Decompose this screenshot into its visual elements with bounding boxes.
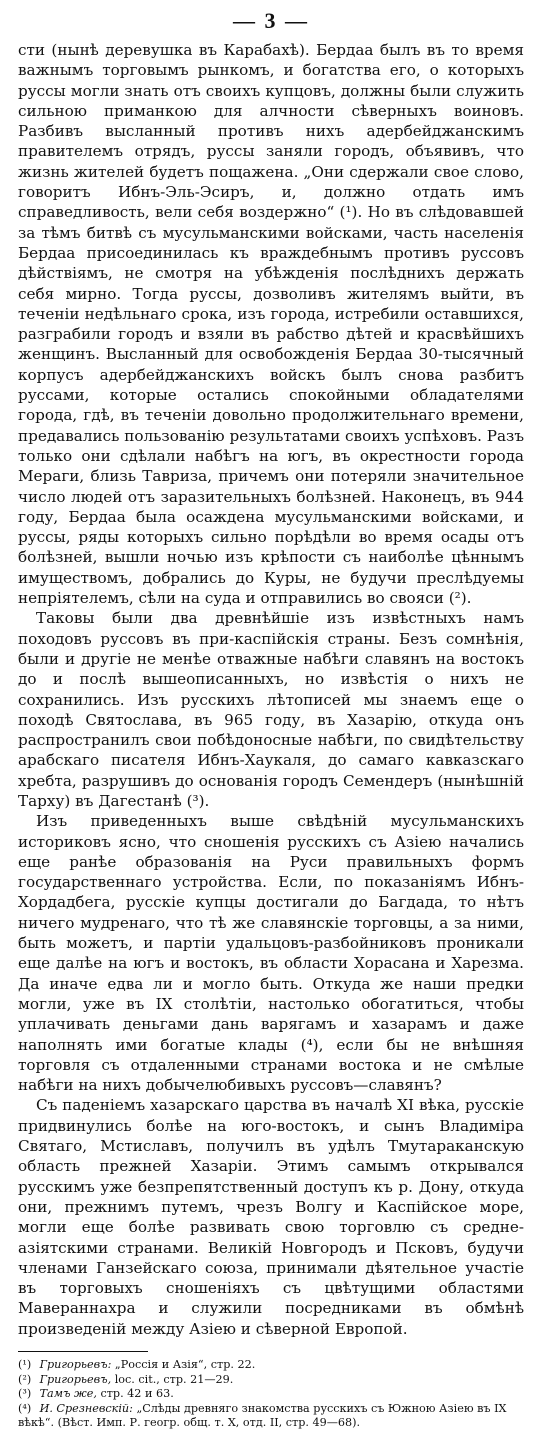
paragraph-1: сти (нынѣ деревушка въ Карабахѣ). Бердаа былъ въ то время важнымъ торговымъ рынкомъ, и богатства его, о которыхъ руссы могли знать отъ своихъ купцовъ, должны были служить сильною приманкою для алчности сѣверныхъ воиновъ. Разбивъ высланный противъ нихъ адербейджанскимъ правителемъ отрядъ, руссы заняли городъ, объявивъ, что жизнь жителей будетъ пощажена. „Они сдержали свое слово, говоритъ Ибнъ-Эль-Эсиръ, и, должно отдать имъ справедливость, вели себя воздержно“ (¹). Но въ слѣдовавшей за тѣмъ битвѣ съ мусульманскими войсками, часть населенія Бердаа присоединилась къ враждебнымъ противъ руссовъ дѣйствіямъ, не смотря на убѣжденія послѣднихъ держать себя мирно. Тогда руссы, дозволивъ жителямъ выйти, въ теченіи недѣльнаго срока, изъ города, истребили оставшихся, разграбили городъ и взяли въ рабство дѣтей и красвѣйшихъ женщинъ. Высланный для освобожденія Бердаа 30-тысячный корпусъ адербейджанскихъ войскъ былъ снова разбитъ руссами, которые остались спокойными обладателями города, гдѣ, въ теченіи довольно продолжительнаго времени, предавались пользованію результатами своихъ успѣховъ. Разъ только они сдѣлали набѣгъ на югъ, въ окрестности города Мераги, близь Тавриза, причемъ они потеряли значительное число людей отъ заразительныхъ болѣзней. Наконецъ, въ 944 году, Бердаа была осаждена мусульманскими войсками, и руссы, ряды которыхъ сильно порѣдѣли во время осады отъ болѣзней, вышли ночью изъ крѣпости съ наиболѣе цѣннымъ имуществомъ, добрались до Куры, не будучи преслѣдуемы непріятелемъ, сѣли на суда и отправились во свояси (²). [18, 41, 524, 608]
footnote-author: Тамъ же, [39, 1387, 97, 1401]
footnote-author: Григорьевъ, [39, 1372, 112, 1386]
footnote-separator [18, 1351, 148, 1352]
footnote-mark: (²) [18, 1372, 32, 1386]
footnote-text: loc. cit., стр. 21—29. [114, 1372, 234, 1386]
footnote-3 [18, 1387, 524, 1402]
footnote-text: „Слѣды древняго знакомства русскихъ съ Южною Азіею въ IX вѣкѣ“. (Вѣст. Имп. Р. геогр. общ. т. X, отд. II, стр. 49—68). [18, 1401, 507, 1430]
paragraph-2: Таковы были два древнѣйшіе изъ извѣстныхъ намъ походовъ руссовъ въ при-каспійскія страны. Безъ сомнѣнія, были и другіе не менѣе отважные набѣги славянъ на востокъ до и послѣ вышеописанныхъ, но извѣстія о нихъ не сохранились. Изъ русскихъ лѣтописей мы знаемъ еще о походѣ Святослава, въ 965 году, въ Хазарію, откуда онъ распространилъ свои побѣдоносные набѣги, по свидѣтельству арабскаго писателя Ибнъ-Хаукаля, до самаго кавказскаго хребта, разрушивъ до основанія городъ Семендеръ (нынѣшній Тарху) въ Дагестанѣ (³). [18, 609, 524, 810]
footnote-1 [18, 1358, 524, 1373]
page [18, 8, 524, 1431]
footnotes [18, 1358, 524, 1431]
footnote-text: стр. 42 и 63. [100, 1387, 174, 1401]
footnote-mark: (¹) [18, 1358, 32, 1371]
footnote-mark: (⁴) [18, 1401, 32, 1415]
footnote-mark: (³) [18, 1387, 32, 1401]
footnote-author: И. Срезневскій: [39, 1401, 133, 1415]
page-number: — 3 — [233, 8, 309, 33]
paragraph-3: Изъ приведенныхъ выше свѣдѣній мусульманскихъ историковъ ясно, что сношенія русскихъ съ Азіею начались еще ранѣе образованія на Руси правильныхъ формъ государственнаго устройства. Если, по показаніямъ Ибнъ-Хордадбега, русскіе купцы достигали до Багдада, то нѣтъ ничего мудренаго, что тѣ же славянскіе торговцы, а за ними, быть можетъ, и партіи удальцовъ-разбойниковъ проникали еще далѣе на югъ и востокъ, въ области Хорасана и Харезма. Да иначе едва ли и могло быть. Откуда же наши предки могли, уже въ IX столѣтіи, настолько обогатиться, чтобы уплачивать деньгами дань варягамъ и хазарамъ и даже наполнять ими богатые клады (⁴), если бы не внѣшняя торговля съ отдаленными странами востока и не смѣлые набѣги на нихъ добычелюбивыхъ руссовъ—славянъ? [18, 812, 524, 1095]
footnote-4 [18, 1402, 524, 1431]
footnote-2 [18, 1373, 524, 1388]
paragraph-4: Съ паденіемъ хазарскаго царства въ началѣ XI вѣка, русскіе придвинулись болѣе на юго-востокъ, и сынъ Владиміра Святаго, Мстиславъ, получилъ въ удѣлъ Тмутараканскую область прежней Хазаріи. Этимъ самымъ открывался русскимъ уже безпрепятственный доступъ къ р. Дону, откуда они, прежнимъ путемъ, чрезъ Волгу и Каспійское море, могли еще болѣе развивать свою торговлю съ средне-азіятскими странами. Великій Новгородъ и Псковъ, будучи членами Ганзейскаго союза, принимали дѣятельное участіе въ торговыхъ сношеніяхъ съ цвѣтущими областями Мавераннахра и служили посредниками въ обмѣнѣ произведеній между Азіею и сѣверной Европой. [18, 1096, 524, 1338]
footnote-text: „Россія и Азія“, стр. 22. [114, 1358, 256, 1371]
footnote-author: Григорьевъ: [39, 1358, 112, 1371]
